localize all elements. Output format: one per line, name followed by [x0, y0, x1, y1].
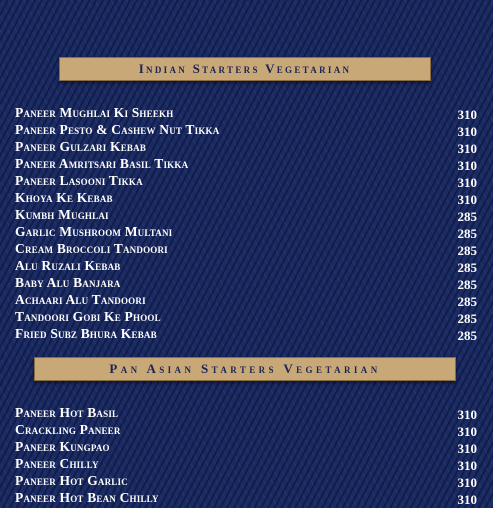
item-price: 285: [457, 243, 477, 258]
menu-list-pan-asian-starters: [15, 404, 477, 506]
item-name: Cream Broccoli Tandoori: [15, 241, 168, 256]
menu-item: [15, 308, 477, 325]
menu-item: [15, 240, 477, 257]
item-name: Fried Subz Bhura Kebab: [15, 326, 157, 341]
item-price: 310: [457, 441, 477, 456]
item-name: Paneer Hot Basil: [15, 405, 119, 420]
menu-item: [15, 172, 477, 189]
item-name: Alu Ruzali Kebab: [15, 258, 121, 273]
item-price: 285: [457, 209, 477, 224]
menu-item: [15, 438, 477, 455]
item-price: 310: [457, 492, 477, 507]
item-name: Paneer Pesto & Cashew Nut Tikka: [15, 122, 220, 137]
menu-item: [15, 223, 477, 240]
item-name: Crackling Paneer: [15, 422, 121, 437]
item-price: 310: [457, 458, 477, 473]
section-title: Indian Starters Vegetarian: [138, 61, 352, 76]
menu-item: [15, 291, 477, 308]
item-name: Paneer Hot Bean Chilly: [15, 490, 159, 505]
item-price: 310: [457, 407, 477, 422]
item-name: Achaari Alu Tandoori: [15, 292, 146, 307]
item-name: Garlic Mushroom Multani: [15, 224, 173, 239]
item-price: 310: [457, 192, 477, 207]
menu-item: [15, 138, 477, 155]
item-name: Kumbh Mughlai: [15, 207, 109, 222]
item-name: Paneer Gulzari Kebab: [15, 139, 147, 154]
item-price: 310: [457, 475, 477, 490]
menu-item: [15, 206, 477, 223]
section-banner-pan-asian-starters: [34, 357, 456, 381]
menu-item: [15, 404, 477, 421]
item-price: 285: [457, 311, 477, 326]
item-name: Paneer Chilly: [15, 456, 99, 471]
item-name: Khoya Ke Kebab: [15, 190, 113, 205]
item-name: Tandoori Gobi Ke Phool: [15, 309, 161, 324]
item-name: Paneer Hot Garlic: [15, 473, 128, 488]
item-price: 285: [457, 294, 477, 309]
item-price: 310: [457, 141, 477, 156]
menu-item: [15, 472, 477, 489]
item-name: Paneer Mughlai Ki Sheekh: [15, 105, 174, 120]
item-price: 310: [457, 175, 477, 190]
item-price: 310: [457, 107, 477, 122]
menu-item: [15, 257, 477, 274]
item-price: 310: [457, 158, 477, 173]
menu-item: [15, 104, 477, 121]
section-banner-indian-starters: [59, 57, 431, 81]
menu-item: [15, 421, 477, 438]
menu-list-indian-starters: [15, 104, 477, 342]
item-name: Paneer Amritsari Basil Tikka: [15, 156, 189, 171]
item-price: 285: [457, 226, 477, 241]
menu-item: [15, 189, 477, 206]
section-title: Pan Asian Starters Vegetarian: [109, 361, 381, 376]
menu-item: [15, 274, 477, 291]
item-name: Baby Alu Banjara: [15, 275, 121, 290]
menu-item: [15, 455, 477, 472]
menu-item: [15, 155, 477, 172]
item-name: Paneer Kungpao: [15, 439, 110, 454]
menu-item: [15, 325, 477, 342]
item-price: 310: [457, 424, 477, 439]
menu-item: [15, 121, 477, 138]
item-price: 285: [457, 260, 477, 275]
item-name: Paneer Lasooni Tikka: [15, 173, 143, 188]
menu-item: [15, 489, 477, 506]
item-price: 285: [457, 277, 477, 292]
item-price: 285: [457, 328, 477, 343]
item-price: 310: [457, 124, 477, 139]
